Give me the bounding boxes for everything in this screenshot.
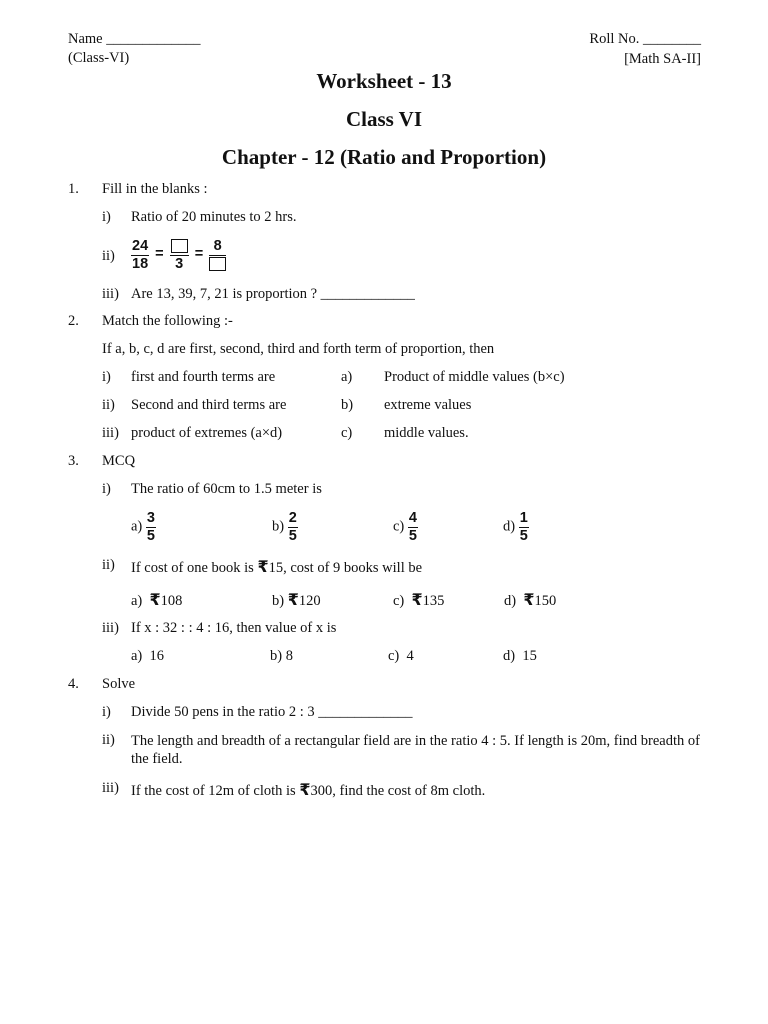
q4-iii-text: If the cost of 12m of cloth is ₹300, find the cost of 8m cloth. (131, 780, 486, 799)
blank-box (209, 257, 226, 271)
q3-iii-label: iii) (102, 620, 119, 636)
q3-i-text: The ratio of 60cm to 1.5 meter is (131, 481, 322, 497)
q4-iii-label: iii) (102, 780, 119, 796)
q2-row-2-letter: b) (341, 397, 354, 413)
question-4-number: 4. (68, 676, 79, 692)
fraction-3-5: $\frac{3}{5}$ (146, 510, 155, 544)
q2-row-1-letter: a) (341, 369, 353, 385)
rupee-icon: ₹ (523, 590, 535, 609)
worksheet-title: Worksheet - 13 (316, 69, 452, 93)
q2-row-1-right: Product of middle values (b×c) (384, 369, 565, 385)
question-2-title: Match the following :- (102, 313, 233, 329)
q3-ii-label: ii) (102, 557, 115, 573)
fraction-1-5: $\frac{1}{5}$ (519, 510, 528, 544)
q2-row-2-left: Second and third terms are (131, 397, 287, 413)
q3-iii-text: If x : 32 : : 4 : 16, then value of x is (131, 620, 337, 636)
q2-row-1-label: i) (102, 369, 111, 385)
q4-i-label: i) (102, 704, 111, 720)
q3-ii-text: If cost of one book is ₹15, cost of 9 books will be (131, 557, 423, 576)
q2-row-3-right: middle values. (384, 425, 469, 441)
rupee-icon: ₹ (149, 590, 161, 609)
class-title: Class VI (345, 107, 423, 131)
question-3-title: MCQ (102, 453, 136, 469)
rupee-icon: ₹ (287, 590, 299, 609)
blank-box (171, 239, 188, 253)
q2-row-2-label: ii) (102, 397, 115, 413)
chapter-title: Chapter - 12 (Ratio and Proportion) (221, 145, 547, 169)
q3-i-option-c: c) $\frac{4}{5}$ (393, 510, 417, 544)
q3-ii-option-b: b) ₹120 (272, 590, 321, 609)
q3-i-option-d: d) $\frac{1}{5}$ (503, 510, 528, 544)
question-1-number: 1. (68, 181, 79, 197)
question-2-number: 2. (68, 313, 79, 329)
q1-iii-label: iii) (102, 286, 119, 302)
q3-ii-option-d: d) ₹150 (504, 590, 557, 609)
q1-ii-label: ii) (102, 248, 115, 264)
rupee-icon: ₹ (257, 557, 269, 576)
q2-row-3-label: iii) (102, 425, 119, 441)
question-4-title: Solve (102, 676, 136, 692)
q4-ii-text: The length and breadth of a rectangular field are in the ratio 4 : 5. If length is 20m, find breadth of the field. (131, 733, 700, 768)
q2-row-3-left: product of extremes (a×d) (131, 425, 283, 441)
q3-iii-option-c: c) 4 (388, 648, 414, 664)
question-1-title: Fill in the blanks : (102, 181, 208, 197)
fraction-24-18: $\frac{24}{18}$ (132, 238, 149, 272)
fraction-4-5: $\frac{4}{5}$ (408, 510, 417, 544)
q3-ii-option-a: a) ₹108 (131, 590, 183, 609)
question-3-number: 3. (68, 453, 79, 469)
q2-row-1-left: first and fourth terms are (131, 369, 276, 385)
q4-ii-label: ii) (102, 732, 115, 748)
question-2-intro: If a, b, c, d are first, second, third and forth term of proportion, then (102, 341, 495, 357)
q3-i-label: i) (102, 481, 111, 497)
q3-ii-option-c: c) ₹135 (393, 590, 445, 609)
fraction-blank-3: 3 (170, 239, 189, 271)
fraction-2-5: $\frac{2}{5}$ (288, 510, 297, 544)
q1-iii-text: Are 13, 39, 7, 21 is proportion ? _____________ (131, 286, 415, 302)
q3-iii-option-a: a) 16 (131, 648, 165, 664)
q3-i-option-b: b) $\frac{2}{5}$ (272, 510, 297, 544)
class-label: (Class-VI) (68, 50, 130, 66)
q1-ii-equation: $\frac{24}{18}$ = 3 = 8 (131, 239, 226, 271)
q2-row-3-letter: c) (341, 425, 353, 441)
q3-iii-option-d: d) 15 (503, 648, 537, 664)
q4-i-text: Divide 50 pens in the ratio 2 : 3 _____________ (131, 704, 413, 720)
fraction-8-blank: 8 (209, 239, 226, 271)
name-field-label: Name _____________ (68, 31, 201, 47)
q2-row-2-right: extreme values (384, 397, 472, 413)
rupee-icon: ₹ (299, 780, 311, 799)
q1-i-label: i) (102, 209, 111, 225)
q3-iii-option-b: b) 8 (270, 648, 293, 664)
rupee-icon: ₹ (411, 590, 423, 609)
roll-number-label: Roll No. ________ (589, 31, 701, 47)
q3-i-option-a: a) $\frac{3}{5}$ (131, 510, 155, 544)
subject-label: [Math SA-II] (624, 51, 701, 67)
q1-i-text: Ratio of 20 minutes to 2 hrs. (131, 209, 297, 225)
